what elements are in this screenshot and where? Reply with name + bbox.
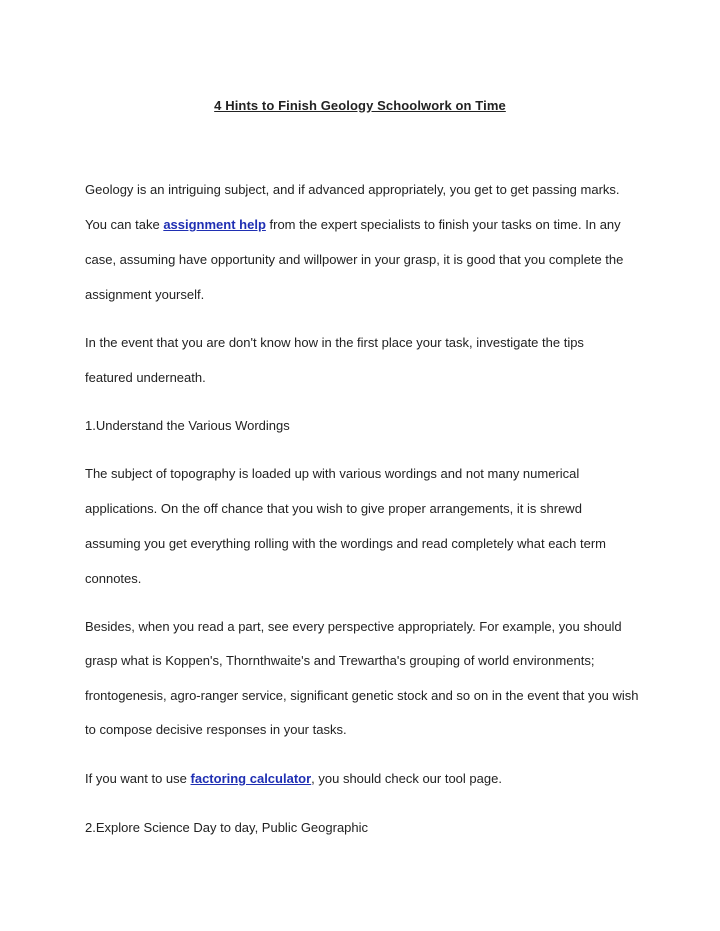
paragraph-2-line-1: In the event that you are don't know how in the first place your task, investigate the tips [85, 335, 584, 350]
section-heading-1: 1.Understand the Various Wordings [85, 418, 290, 433]
paragraph-1-line-2-text-after: from the expert specialists to finish your tasks on time. In any [265, 217, 621, 232]
paragraph-4-line-1: Besides, when you read a part, see every perspective appropriately. For example, you should [85, 619, 622, 634]
paragraph-5-text-before: If you want to use [85, 771, 191, 786]
section-heading-2: 2.Explore Science Day to day, Public Geographic [85, 820, 369, 835]
paragraph-4-line-4: to compose decisive responses in your tasks. [85, 722, 347, 737]
paragraph-4-line-2: grasp what is Koppen's, Thornthwaite's and Trewartha's grouping of world environments; [85, 653, 595, 668]
paragraph-1-line-2-text-before: You can take [85, 217, 164, 232]
paragraph-5-line-1 [85, 771, 502, 787]
paragraph-2-line-2: featured underneath. [85, 370, 206, 385]
factoring-calculator-link[interactable]: factoring calculator [190, 771, 312, 786]
paragraph-1-line-2 [85, 217, 621, 233]
paragraph-3-line-3: assuming you get everything rolling with the wordings and read completely what each term [85, 536, 606, 551]
document-title: 4 Hints to Finish Geology Schoolwork on Time [214, 98, 506, 113]
paragraph-1-line-3: case, assuming have opportunity and willpower in your grasp, it is good that you complete the [85, 252, 624, 267]
paragraph-3-line-1: The subject of topography is loaded up with various wordings and not many numerical [85, 466, 580, 481]
paragraph-3-line-4: connotes. [85, 571, 142, 586]
paragraph-4-line-3: frontogenesis, agro-ranger service, significant genetic stock and so on in the event that you wish [85, 688, 639, 703]
paragraph-1-line-1: Geology is an intriguing subject, and if advanced appropriately, you get to get passing marks. [85, 182, 620, 197]
paragraph-3-line-2: applications. On the off chance that you wish to give proper arrangements, it is shrewd [85, 501, 582, 516]
paragraph-5-text-after: , you should check our tool page. [311, 771, 502, 786]
assignment-help-link[interactable]: assignment help [163, 217, 266, 232]
paragraph-1-line-4: assignment yourself. [85, 287, 205, 302]
